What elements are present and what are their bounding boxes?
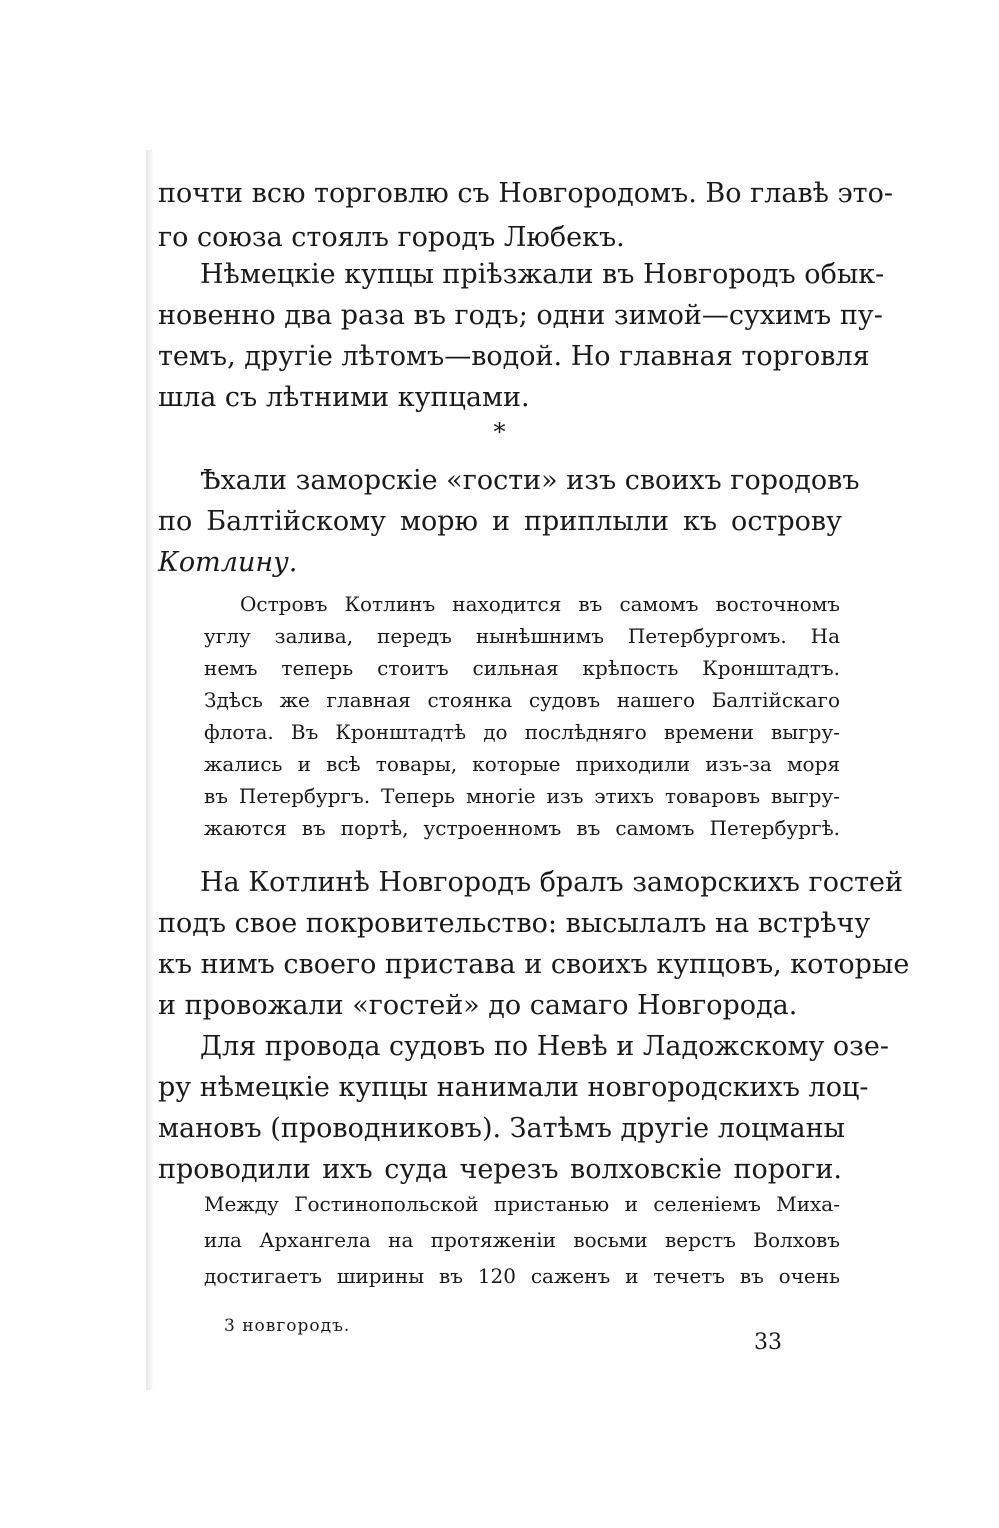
text-line: На Котлинѣ Новгородъ бралъ заморскихъ гостей	[200, 867, 903, 898]
text-line: Котлину.	[158, 547, 298, 578]
text-line: флота. Въ Кронштадтѣ до послѣдняго времени выгру-	[204, 720, 840, 744]
paragraph-5	[158, 1026, 890, 1190]
text-line: го союза стоялъ городъ Любекъ.	[158, 222, 625, 253]
section-asterisk: *	[493, 418, 506, 446]
note-2	[204, 1186, 840, 1294]
text-line: темъ, другіе лѣтомъ—водой. Но главная торговля	[158, 341, 870, 372]
text-line: по Балтійскому морю и приплыли къ острову	[158, 506, 842, 537]
paragraph-4	[158, 862, 910, 1026]
text-line: Островъ Котлинъ находится въ самомъ восточномъ	[240, 592, 840, 616]
text-line: проводили ихъ суда черезъ волховскіе пороги.	[158, 1154, 842, 1185]
note-1	[204, 588, 840, 844]
paragraph-3	[158, 460, 860, 583]
paragraph-2	[158, 254, 885, 418]
text-line: почти всю торговлю съ Новгородомъ. Во главѣ это-	[158, 178, 893, 209]
text-line: мановъ (проводниковъ). Затѣмъ другіе лоцманы	[158, 1113, 846, 1144]
page-edge-shadow	[146, 150, 154, 1390]
text-line: Здѣсь же главная стоянка судовъ нашего Балтійскаго	[204, 688, 840, 712]
text-line: углу залива, передъ нынѣшнимъ Петербургомъ. На	[204, 624, 840, 648]
text-line: жаются въ портѣ, устроенномъ въ самомъ Петербургѣ.	[204, 816, 840, 840]
printer-signature: 3 новгородъ.	[224, 1316, 351, 1336]
text-line: къ нимъ своего пристава и своихъ купцовъ, которые	[158, 949, 910, 980]
text-line: въ Петербургъ. Теперь многіе изъ этихъ товаровъ выгру-	[204, 784, 840, 808]
text-line: шла съ лѣтними купцами.	[158, 382, 530, 413]
text-line: достигаетъ ширины въ 120 саженъ и течетъ въ очень	[204, 1264, 840, 1288]
paragraph-1	[158, 172, 893, 260]
text-line: жались и всѣ товары, которые приходили изъ-за моря	[204, 752, 840, 776]
text-line: немъ теперь стоитъ сильная крѣпость Кронштадтъ.	[204, 656, 840, 680]
text-line: ру нѣмецкіе купцы нанимали новгородскихъ лоц-	[158, 1072, 869, 1103]
text-line: подъ свое покровительство: высылалъ на встрѣчу	[158, 908, 871, 939]
text-line: Между Гостинопольской пристанью и селеніемъ Миха-	[204, 1192, 840, 1216]
text-line: Нѣмецкіе купцы пріѣзжали въ Новгородъ обык-	[200, 259, 885, 290]
text-line: Для провода судовъ по Невѣ и Ладожскому озе-	[200, 1031, 890, 1062]
text-line: ила Архангела на протяженіи восьми верстъ Волховъ	[204, 1228, 840, 1252]
page-number: 33	[754, 1330, 782, 1355]
text-line: и провожали «гостей» до самаго Новгорода.	[158, 990, 798, 1021]
text-line: Ѣхали заморскіе «гости» изъ своихъ городовъ	[200, 465, 860, 496]
text-line: новенно два раза въ годъ; одни зимой—сухимъ пу-	[158, 300, 883, 331]
